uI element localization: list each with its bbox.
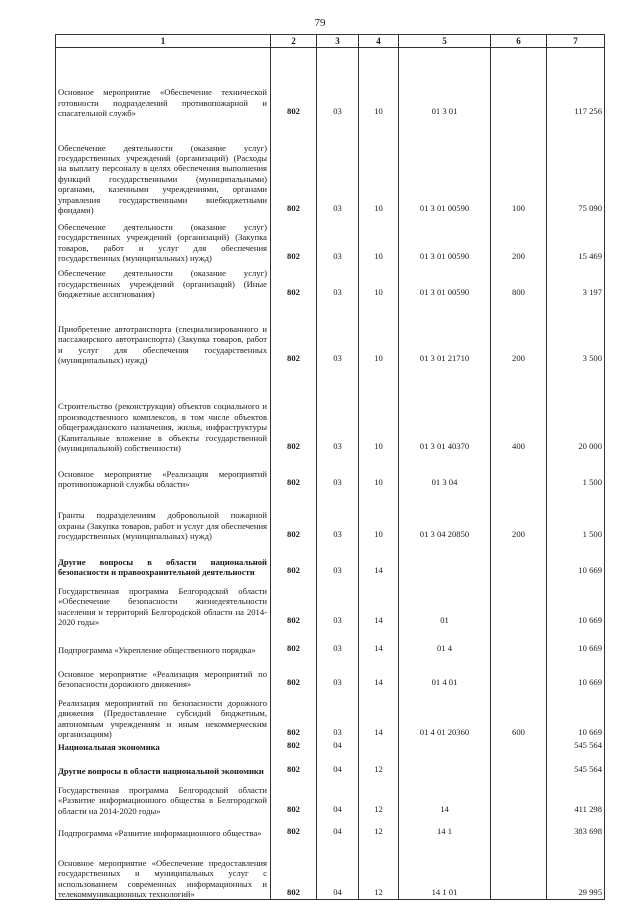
row-target-article: 14 1 01 xyxy=(399,838,491,900)
row-target-article: 01 3 01 xyxy=(399,48,491,119)
row-expense-type xyxy=(491,578,547,628)
row-subsection: 10 xyxy=(359,264,399,300)
row-section: 03 xyxy=(317,48,359,119)
row-sum: 10 669 xyxy=(547,578,605,628)
row-code: 802 xyxy=(271,300,317,366)
row-sum: 411 298 xyxy=(547,776,605,816)
row-expense-type xyxy=(491,542,547,578)
row-name: Национальная экономика xyxy=(56,740,271,752)
row-expense-type xyxy=(491,838,547,900)
row-code: 802 xyxy=(271,48,317,119)
table-row xyxy=(56,628,605,656)
row-sum: 29 995 xyxy=(547,838,605,900)
row-section: 03 xyxy=(317,366,359,454)
row-target-article: 01 4 01 20360 xyxy=(399,690,491,740)
row-subsection: 14 xyxy=(359,542,399,578)
row-target-article: 01 3 01 21710 xyxy=(399,300,491,366)
table-row xyxy=(56,454,605,490)
row-target-article: 01 3 04 20850 xyxy=(399,490,491,542)
row-code: 802 xyxy=(271,628,317,656)
row-sum: 1 500 xyxy=(547,490,605,542)
row-target-article: 01 xyxy=(399,578,491,628)
row-name: Другие вопросы в области национальной безопасности и правоохранительной деятельности xyxy=(56,542,271,578)
row-code: 802 xyxy=(271,838,317,900)
row-expense-type: 600 xyxy=(491,690,547,740)
header-col-7: 7 xyxy=(547,35,605,48)
row-name: Подпрограмма «Развитие информационного общества» xyxy=(56,816,271,838)
header-col-5: 5 xyxy=(399,35,491,48)
table-row xyxy=(56,776,605,816)
row-subsection: 12 xyxy=(359,838,399,900)
row-sum: 1 500 xyxy=(547,454,605,490)
row-subsection xyxy=(359,740,399,752)
row-subsection: 10 xyxy=(359,490,399,542)
row-subsection: 10 xyxy=(359,366,399,454)
row-subsection: 14 xyxy=(359,690,399,740)
table-row xyxy=(56,578,605,628)
row-sum: 3 500 xyxy=(547,300,605,366)
row-sum: 117 256 xyxy=(547,48,605,119)
row-expense-type xyxy=(491,776,547,816)
row-subsection: 12 xyxy=(359,776,399,816)
page-number: 79 xyxy=(314,17,326,29)
row-name: Государственная программа Белгородской области «Развитие информационного общества в Белгородской области на 2014-2020 годы» xyxy=(56,776,271,816)
row-expense-type: 200 xyxy=(491,300,547,366)
row-code: 802 xyxy=(271,776,317,816)
row-expense-type xyxy=(491,752,547,776)
row-sum: 10 669 xyxy=(547,656,605,690)
row-section: 03 xyxy=(317,490,359,542)
row-section: 04 xyxy=(317,776,359,816)
row-expense-type: 200 xyxy=(491,490,547,542)
table-row xyxy=(56,216,605,264)
row-name: Обеспечение деятельности (оказание услуг) государственных учреждений (организаций) (Иные бюджетные ассигнования) xyxy=(56,264,271,300)
row-target-article: 14 1 xyxy=(399,816,491,838)
table-row xyxy=(56,119,605,216)
row-subsection: 10 xyxy=(359,216,399,264)
table-row xyxy=(56,838,605,900)
row-target-article: 01 3 01 00590 xyxy=(399,264,491,300)
row-subsection: 12 xyxy=(359,816,399,838)
row-subsection: 14 xyxy=(359,578,399,628)
row-subsection: 14 xyxy=(359,656,399,690)
row-sum: 20 000 xyxy=(547,366,605,454)
row-name: Основное мероприятие «Реализация мероприятий по безопасности дорожного движения» xyxy=(56,656,271,690)
table-row xyxy=(56,264,605,300)
row-code: 802 xyxy=(271,264,317,300)
row-subsection: 10 xyxy=(359,119,399,216)
row-code: 802 xyxy=(271,454,317,490)
header-col-2: 2 xyxy=(271,35,317,48)
row-sum: 383 698 xyxy=(547,816,605,838)
header-col-1: 1 xyxy=(56,35,271,48)
row-section: 03 xyxy=(317,300,359,366)
row-target-article: 14 xyxy=(399,776,491,816)
row-section: 03 xyxy=(317,628,359,656)
row-sum: 545 564 xyxy=(547,740,605,752)
table-row xyxy=(56,656,605,690)
row-expense-type: 100 xyxy=(491,119,547,216)
header-col-6: 6 xyxy=(491,35,547,48)
row-code: 802 xyxy=(271,216,317,264)
header-col-4: 4 xyxy=(359,35,399,48)
row-name: Основное мероприятие «Обеспечение предоставления государственных и муниципальных услуг с использованием современных информационных и телекоммуникационных технологий» xyxy=(56,838,271,900)
row-sum: 10 669 xyxy=(547,542,605,578)
row-target-article: 01 4 xyxy=(399,628,491,656)
row-name: Строительство (реконструкция) объектов социального и производственного комплексов, в том числе объектов общегражданского назначения, жилья, инфраструктуры (Капитальные вложение в объекты государственной (муниципальной) собственности) xyxy=(56,366,271,454)
row-name: Гранты подразделениям добровольной пожарной охраны (Закупка товаров, работ и услуг для обеспечения государственных (муниципальных) нужд) xyxy=(56,490,271,542)
row-target-article xyxy=(399,752,491,776)
row-code: 802 xyxy=(271,752,317,776)
row-code: 802 xyxy=(271,119,317,216)
row-code: 802 xyxy=(271,578,317,628)
row-section: 03 xyxy=(317,542,359,578)
row-target-article: 01 3 04 xyxy=(399,454,491,490)
row-code: 802 xyxy=(271,542,317,578)
header-col-3: 3 xyxy=(317,35,359,48)
row-code: 802 xyxy=(271,816,317,838)
row-name: Приобретение автотранспорта (специализированного и пассажирского автотранспорта) (Закупка товаров, работ и услуг для обеспечения государственных (муниципальных) нужд) xyxy=(56,300,271,366)
table-row xyxy=(56,740,605,752)
row-name: Основное мероприятие «Реализация мероприятий противопожарной службы области» xyxy=(56,454,271,490)
table-row xyxy=(56,752,605,776)
row-section: 03 xyxy=(317,119,359,216)
row-section: 03 xyxy=(317,454,359,490)
row-expense-type xyxy=(491,816,547,838)
row-subsection: 14 xyxy=(359,628,399,656)
table-row xyxy=(56,300,605,366)
row-sum: 545 564 xyxy=(547,752,605,776)
row-expense-type: 200 xyxy=(491,216,547,264)
row-expense-type xyxy=(491,454,547,490)
row-subsection: 10 xyxy=(359,454,399,490)
row-code: 802 xyxy=(271,740,317,752)
row-section: 04 xyxy=(317,838,359,900)
row-subsection: 10 xyxy=(359,300,399,366)
table-row xyxy=(56,48,605,119)
row-target-article: 01 3 01 40370 xyxy=(399,366,491,454)
row-expense-type xyxy=(491,656,547,690)
row-code: 802 xyxy=(271,656,317,690)
row-target-article: 01 3 01 00590 xyxy=(399,119,491,216)
row-subsection: 12 xyxy=(359,752,399,776)
row-name: Реализация мероприятий по безопасности дорожного движения (Предоставление субсидий бюджетным, автономным учреждениям и иным некоммерческим организациям) xyxy=(56,690,271,740)
row-sum: 75 090 xyxy=(547,119,605,216)
table-row xyxy=(56,366,605,454)
row-section: 03 xyxy=(317,656,359,690)
row-target-article: 01 4 01 xyxy=(399,656,491,690)
row-section: 04 xyxy=(317,740,359,752)
row-target-article: 01 3 01 00590 xyxy=(399,216,491,264)
budget-table xyxy=(55,34,605,900)
row-section: 03 xyxy=(317,216,359,264)
table-row xyxy=(56,490,605,542)
row-section: 03 xyxy=(317,578,359,628)
table-row xyxy=(56,542,605,578)
row-code: 802 xyxy=(271,490,317,542)
row-name: Основное мероприятие «Обеспечение технической готовности подразделений противопожарной и спасательной служб» xyxy=(56,48,271,119)
row-name: Подпрограмма «Укрепление общественного порядка» xyxy=(56,628,271,656)
header-row xyxy=(56,35,605,48)
row-expense-type: 800 xyxy=(491,264,547,300)
row-sum: 10 669 xyxy=(547,690,605,740)
row-name: Государственная программа Белгородской области «Обеспечение безопасности жизнедеятельности населения и территорий Белгородской области на 2014-2020 годы» xyxy=(56,578,271,628)
row-target-article xyxy=(399,740,491,752)
row-section: 03 xyxy=(317,264,359,300)
row-sum: 15 469 xyxy=(547,216,605,264)
row-section: 04 xyxy=(317,816,359,838)
row-sum: 3 197 xyxy=(547,264,605,300)
row-expense-type xyxy=(491,48,547,119)
row-code: 802 xyxy=(271,690,317,740)
row-code: 802 xyxy=(271,366,317,454)
row-expense-type xyxy=(491,628,547,656)
row-name: Обеспечение деятельности (оказание услуг) государственных учреждений (организаций) (Закупка товаров, работ и услуг для обеспечения государственных (муниципальных) нужд) xyxy=(56,216,271,264)
row-expense-type xyxy=(491,740,547,752)
table-row xyxy=(56,690,605,740)
row-section: 04 xyxy=(317,752,359,776)
row-name: Обеспечение деятельности (оказание услуг) государственных учреждений (организаций) (Расходы на выплату персоналу в целях обеспечения выполнения функций государственными (муниципальными) органами, казенными учреждениями, органами управления государственными внебюджетными фондами) xyxy=(56,119,271,216)
row-name: Другие вопросы в области национальной экономики xyxy=(56,752,271,776)
row-target-article xyxy=(399,542,491,578)
table-row xyxy=(56,816,605,838)
row-expense-type: 400 xyxy=(491,366,547,454)
row-section: 03 xyxy=(317,690,359,740)
row-subsection: 10 xyxy=(359,48,399,119)
row-sum: 10 669 xyxy=(547,628,605,656)
